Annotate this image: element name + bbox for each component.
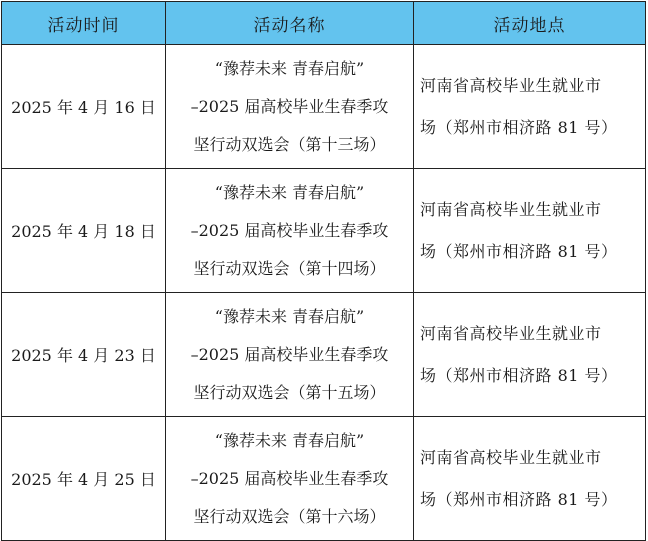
event-name: [166, 293, 414, 417]
event-date: 2025 年 4 月 23 日: [2, 293, 166, 417]
event-name-line: 坚行动双选会（第十四场）: [193, 258, 386, 278]
event-venue-line: 场（郑州市相济路 81 号）: [420, 241, 618, 261]
event-name: [166, 417, 414, 541]
header-venue: 活动地点: [414, 2, 646, 45]
event-date: 2025 年 4 月 25 日: [2, 417, 166, 541]
events-table: [1, 1, 646, 541]
event-name-line: “豫荐未来 青春启航”: [214, 58, 365, 78]
event-venue-line: 场（郑州市相济路 81 号）: [420, 365, 618, 385]
header-row: [2, 2, 646, 45]
event-venue: [414, 169, 646, 293]
event-name-line: 坚行动双选会（第十五场）: [193, 382, 386, 402]
header-time: 活动时间: [2, 2, 166, 45]
table-row: [2, 45, 646, 169]
event-date: 2025 年 4 月 16 日: [2, 45, 166, 169]
event-name-line: –2025 届高校毕业生春季攻: [190, 96, 389, 116]
event-name-line: “豫荐未来 青春启航”: [214, 430, 365, 450]
header-name: 活动名称: [166, 2, 414, 45]
event-venue-line: 河南省高校毕业生就业市: [420, 447, 602, 467]
table-row: [2, 293, 646, 417]
event-name-line: 坚行动双选会（第十六场）: [193, 506, 386, 526]
event-venue-line: 河南省高校毕业生就业市: [420, 323, 602, 343]
event-venue-line: 场（郑州市相济路 81 号）: [420, 489, 618, 509]
event-name-line: –2025 届高校毕业生春季攻: [190, 344, 389, 364]
event-venue: [414, 45, 646, 169]
event-venue-line: 场（郑州市相济路 81 号）: [420, 117, 618, 137]
event-name: [166, 169, 414, 293]
event-name-line: “豫荐未来 青春启航”: [214, 306, 365, 326]
event-venue: [414, 293, 646, 417]
table-row: [2, 169, 646, 293]
event-date: 2025 年 4 月 18 日: [2, 169, 166, 293]
event-venue-line: 河南省高校毕业生就业市: [420, 75, 602, 95]
event-name: [166, 45, 414, 169]
event-venue: [414, 417, 646, 541]
event-venue-line: 河南省高校毕业生就业市: [420, 199, 602, 219]
event-name-line: –2025 届高校毕业生春季攻: [190, 468, 389, 488]
table-row: [2, 417, 646, 541]
event-name-line: “豫荐未来 青春启航”: [214, 182, 365, 202]
event-name-line: –2025 届高校毕业生春季攻: [190, 220, 389, 240]
event-name-line: 坚行动双选会（第十三场）: [193, 134, 386, 154]
